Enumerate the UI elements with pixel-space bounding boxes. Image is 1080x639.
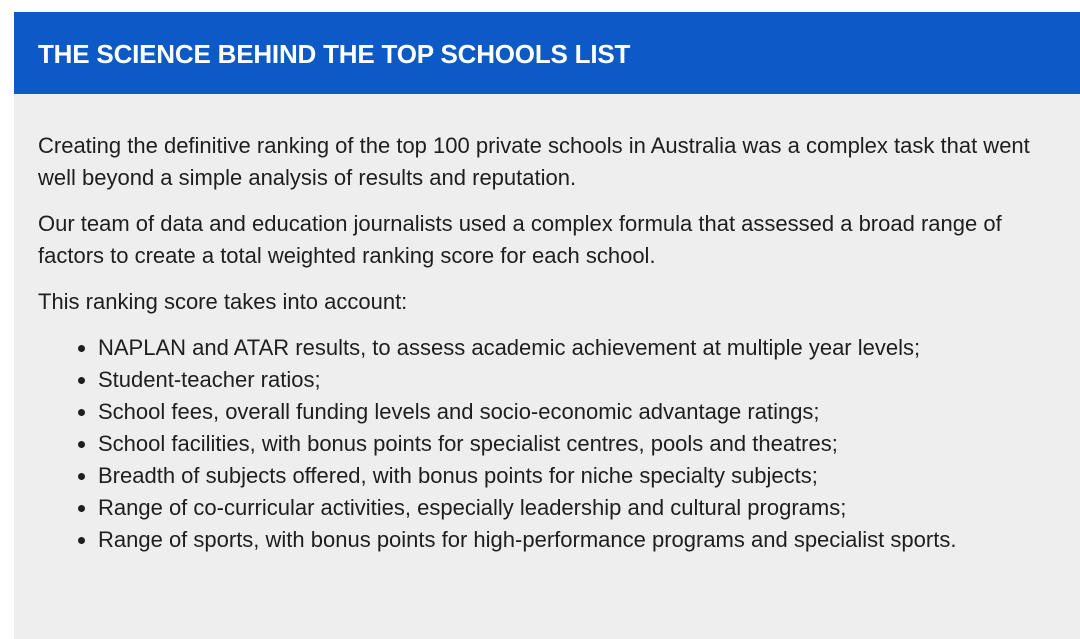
info-panel [14,12,1080,639]
criteria-item: • Breadth of subjects offered, with bonus points for niche specialty subjects; [98,460,1068,492]
intro-paragraph: Creating the definitive ranking of the top 100 private schools in Australia was a complex task that went well beyond a simple analysis of results and reputation. [38,133,1030,190]
criteria-item: • School fees, overall funding levels and socio-economic advantage ratings; [98,396,1068,428]
criteria-item: • Range of sports, with bonus points for high-performance programs and specialist sports. [98,524,1068,556]
banner [14,12,1080,94]
method-paragraph: Our team of data and education journalists used a complex formula that assessed a broad range of factors to create a total weighted ranking score for each school. [38,211,1002,268]
criteria-item: • Student-teacher ratios; [98,364,1068,396]
criteria-list [38,332,1068,556]
banner-title: THE SCIENCE BEHIND THE TOP SCHOOLS LIST [38,39,631,69]
criteria-item: • School facilities, with bonus points for specialist centres, pools and theatres; [98,428,1068,460]
criteria-item: • NAPLAN and ATAR results, to assess academic achievement at multiple year levels; [98,332,1068,364]
panel-content [38,130,1068,556]
criteria-item: • Range of co-curricular activities, especially leadership and cultural programs; [98,492,1068,524]
list-lead-paragraph: This ranking score takes into account: [38,289,408,314]
